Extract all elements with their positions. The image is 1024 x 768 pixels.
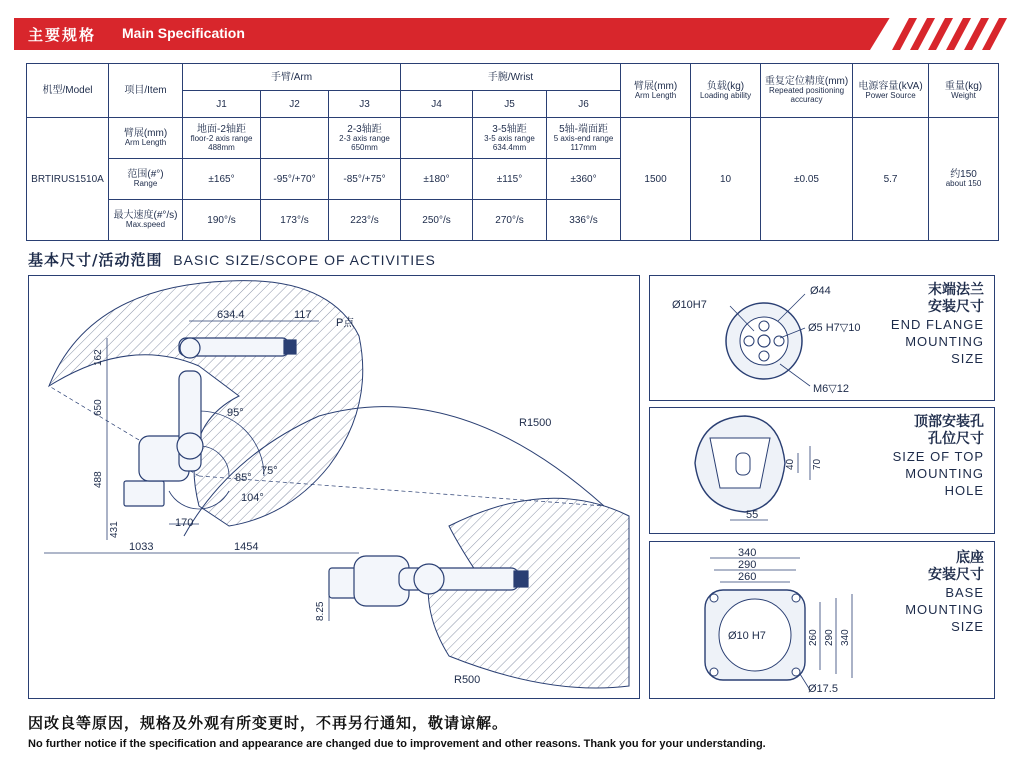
- dim-162: 162: [93, 349, 104, 366]
- base-v260: 260: [808, 629, 819, 646]
- section-title: [28, 249, 436, 270]
- range-drawing-svg: [29, 276, 640, 699]
- range-j3: -85°/+75°: [329, 159, 401, 200]
- item-header: 项目/Item: [109, 64, 183, 118]
- repeat-header: 重复定位精度(mm) Repeated positioning accuracy: [761, 64, 853, 118]
- arm-j1-cell: 地面-2轴距 floor-2 axis range 488mm: [183, 118, 261, 159]
- top-d55: 55: [746, 509, 759, 521]
- section-title-en: BASIC SIZE/SCOPE OF ACTIVITIES: [173, 252, 436, 268]
- section-title-zh: 基本尺寸/活动范围: [28, 251, 163, 269]
- weight-header: 重量(kg) Weight: [929, 64, 999, 118]
- top-d40: 40: [785, 458, 796, 470]
- header-title-en: Main Specification: [122, 25, 245, 41]
- flange-hole-icon: [759, 351, 769, 361]
- arm-j5-cell: 3-5轴距 3-5 axis range 634.4mm: [473, 118, 547, 159]
- joint-j1: J1: [183, 91, 261, 118]
- base-hole-icon: [792, 594, 800, 602]
- arm-length-value: 1500: [621, 118, 691, 241]
- model-header: 机型/Model: [27, 64, 109, 118]
- flange-center-hole-icon: [758, 335, 770, 347]
- base-hole-icon: [710, 668, 718, 676]
- base-d290: 290: [738, 559, 757, 571]
- speed-j2: 173°/s: [261, 200, 329, 241]
- top-hole-panel: [649, 407, 995, 534]
- base-v290: 290: [824, 629, 835, 646]
- angle-75: 75°: [261, 465, 278, 477]
- dim-650: 650: [93, 399, 104, 416]
- flange-hole-icon: [774, 336, 784, 346]
- joint-j5: J5: [473, 91, 547, 118]
- arm-j6-cell: 5轴-端面距 5 axis-end range 117mm: [547, 118, 621, 159]
- speed-j4: 250°/s: [401, 200, 473, 241]
- dim-170: 170: [175, 517, 194, 529]
- dim-r500: R500: [454, 674, 481, 686]
- base-title: 底座 安装尺寸 BASE MOUNTING SIZE: [905, 550, 984, 634]
- dim-488: 488: [93, 471, 104, 488]
- flange-d5: Ø5 H7▽10: [808, 322, 861, 334]
- speed-j5: 270°/s: [473, 200, 547, 241]
- angle-95: 95°: [227, 407, 244, 419]
- joint-j6: J6: [547, 91, 621, 118]
- header-stripes-decoration: [870, 18, 1010, 50]
- joint-j2: J2: [261, 91, 329, 118]
- flange-title: 末端法兰 安装尺寸 END FLANGE MOUNTING SIZE: [890, 282, 984, 366]
- range-j6: ±360°: [547, 159, 621, 200]
- base-hole-icon: [792, 668, 800, 676]
- flange-m6: M6▽12: [813, 383, 849, 395]
- footer-notice-en: No further notice if the specification and appearance are changed due to improvement and other reasons. Thank you for your understanding.: [28, 738, 766, 750]
- speed-j3: 223°/s: [329, 200, 401, 241]
- model-cell: BRTIRUS1510A: [27, 118, 109, 241]
- base-panel: [649, 541, 995, 699]
- base-d340: 340: [738, 547, 757, 559]
- weight-value: 约150 about 150: [929, 118, 999, 241]
- top-hole-title: 顶部安装孔 孔位尺寸 SIZE OF TOP MOUNTING HOLE: [892, 414, 984, 498]
- power-header: 电源容量(kVA) Power Source: [853, 64, 929, 118]
- header-title-zh: 主要规格: [28, 26, 97, 44]
- angle-104: 104°: [241, 492, 264, 504]
- flange-d44: Ø44: [810, 285, 831, 297]
- top-d70: 70: [812, 458, 823, 470]
- range-j4: ±180°: [401, 159, 473, 200]
- base-d175: Ø17.5: [808, 683, 838, 695]
- base-d260: 260: [738, 571, 757, 583]
- dim-825: 8.25: [315, 601, 326, 621]
- arm-j2-cell: [261, 118, 329, 159]
- flange-panel: [649, 275, 995, 401]
- joint-j4: J4: [401, 91, 473, 118]
- p-point-label: P点: [336, 317, 355, 329]
- top-hole-icon: [736, 453, 750, 475]
- base-d10: Ø10 H7: [728, 630, 766, 642]
- range-j5: ±115°: [473, 159, 547, 200]
- row-speed-label: 最大速度(#°/s) Max.speed: [109, 200, 183, 241]
- flange-hole-icon: [744, 336, 754, 346]
- base-hole-icon: [710, 594, 718, 602]
- speed-j1: 190°/s: [183, 200, 261, 241]
- dim-634: 634.4: [217, 309, 245, 321]
- joint-j3: J3: [329, 91, 401, 118]
- lower-workspace-region: [428, 498, 629, 688]
- row-arm-label: 臂展(mm) Arm Length: [109, 118, 183, 159]
- dim-r1500: R1500: [519, 417, 552, 429]
- load-value: 10: [691, 118, 761, 241]
- power-value: 5.7: [853, 118, 929, 241]
- row-range-label: 范围(#°) Range: [109, 159, 183, 200]
- arm-group-header: 手臂/Arm: [183, 64, 401, 91]
- flange-hole-icon: [759, 321, 769, 331]
- base-v340: 340: [840, 629, 851, 646]
- dim-1454: 1454: [234, 541, 259, 553]
- arm-j4-cell: [401, 118, 473, 159]
- dim-1033: 1033: [129, 541, 154, 553]
- wrist-group-header: 手腕/Wrist: [401, 64, 621, 91]
- range-drawing-panel: [28, 275, 640, 699]
- repeat-value: ±0.05: [761, 118, 853, 241]
- range-j2: -95°/+70°: [261, 159, 329, 200]
- range-j1: ±165°: [183, 159, 261, 200]
- spec-table: [26, 63, 999, 241]
- dim-117: 117: [294, 309, 312, 321]
- header-bar: [14, 18, 1010, 50]
- dim-431: 431: [109, 521, 120, 538]
- arm-j3-cell: 2-3轴距 2-3 axis range 650mm: [329, 118, 401, 159]
- speed-j6: 336°/s: [547, 200, 621, 241]
- arm-length-header: 臂展(mm) Arm Length: [621, 64, 691, 118]
- angle-85: 85°: [235, 472, 252, 484]
- footer-notice-zh: 因改良等原因，规格及外观有所变更时，不再另行通知，敬请谅解。: [28, 714, 509, 732]
- load-header: 负载(kg) Loading ability: [691, 64, 761, 118]
- flange-d10: Ø10H7: [672, 299, 707, 311]
